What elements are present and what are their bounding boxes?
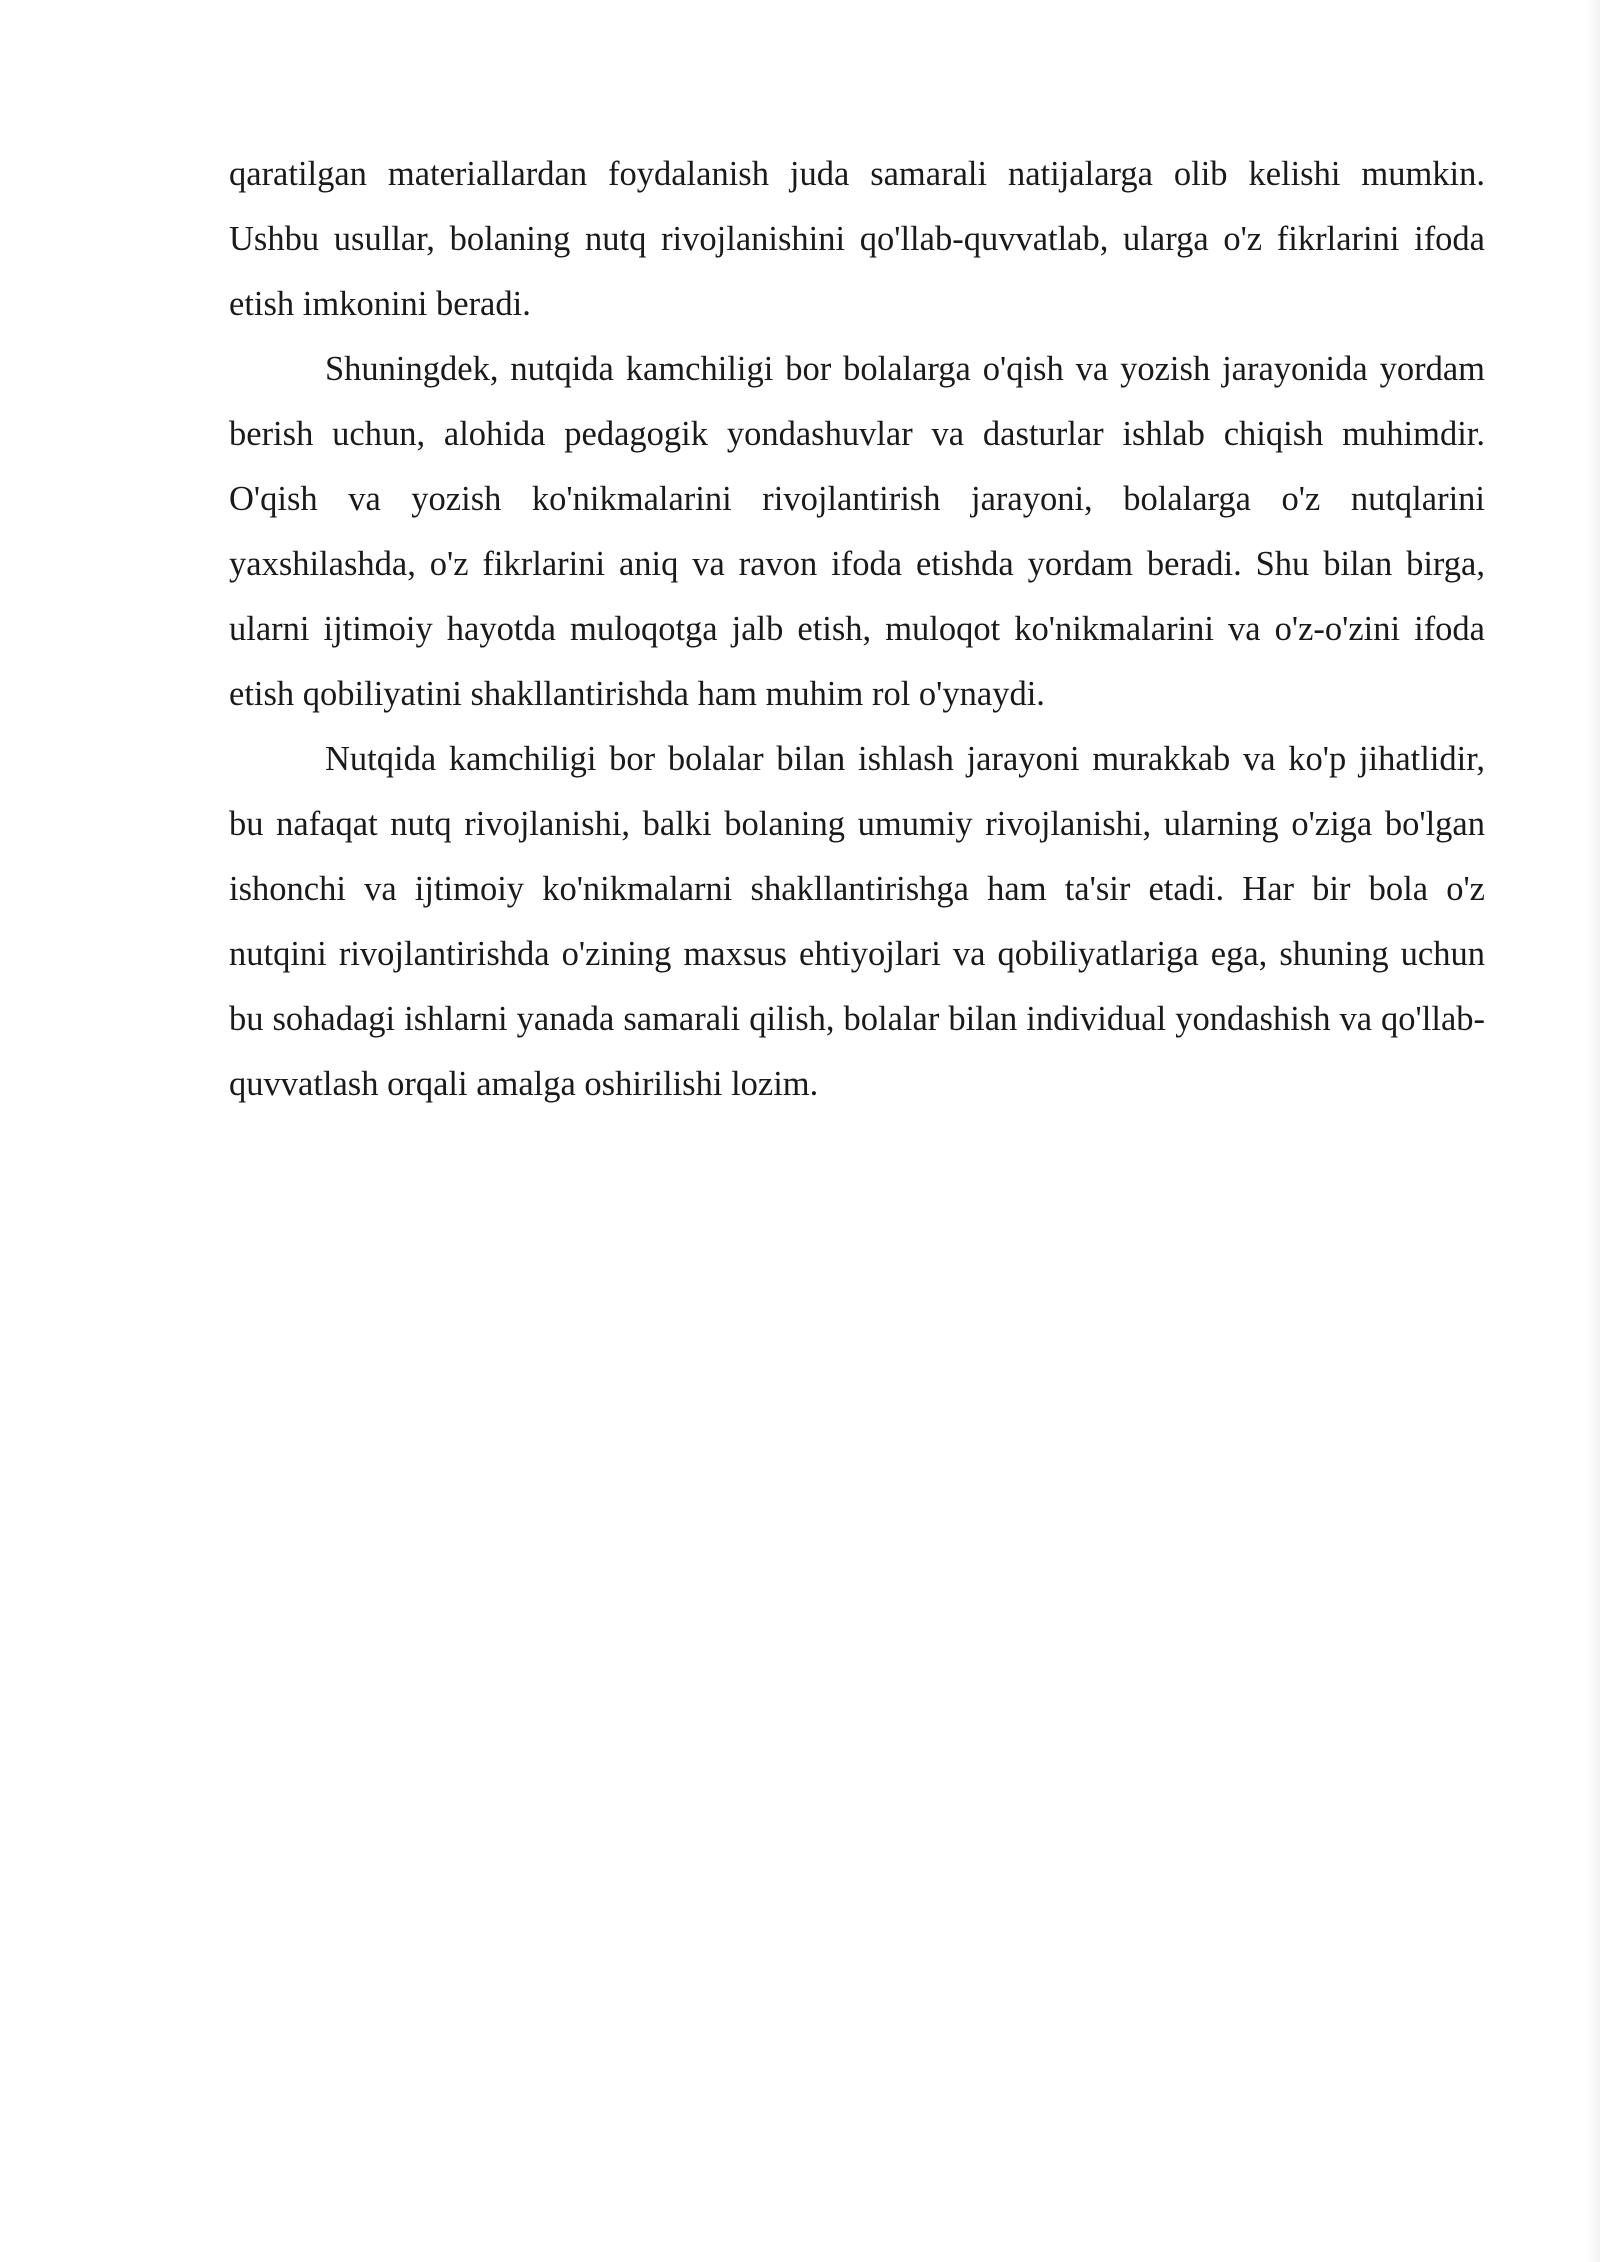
paragraph-continuation: qaratilgan materiallardan foydalanish juda samarali natijalarga olib kelishi mumkin. Ushbu usullar, bolaning nutq rivojlanishini qo'llab-quvvatlab, ularga o'z fikrlarini ifoda etish imkonini beradi. xyxy=(229,155,1485,323)
paragraph: Nutqida kamchiligi bor bolalar bilan ishlash jarayoni murakkab va ko'p jihatlidir, bu nafaqat nutq rivojlanishi, balki bolaning umumiy rivojlanishi, ularning o'ziga bo'lgan ishonchi va ijtimoiy ko'nikmalarni shakllantirishga ham ta'sir etadi. Har bir bola o'z nutqini rivojlantirishda o'zining maxsus ehtiyojlari va qobiliyatlariga ega, shuning uchun bu sohadagi ishlarni yanada samarali qilish, bolalar bilan individual yondashish va qo'llab-quvvatlash orqali amalga oshirilishi lozim. xyxy=(229,740,1485,1103)
page-edge-shadow xyxy=(1586,0,1600,2262)
document-body xyxy=(229,142,1485,1117)
paragraph: Shuningdek, nutqida kamchiligi bor bolalarga o'qish va yozish jarayonida yordam berish uchun, alohida pedagogik yondashuvlar va dasturlar ishlab chiqish muhimdir. O'qish va yozish ko'nikmalarini rivojlantirish jarayoni, bolalarga o'z nutqlarini yaxshilashda, o'z fikrlarini aniq va ravon ifoda etishda yordam beradi. Shu bilan birga, ularni ijtimoiy hayotda muloqotga jalb etish, muloqot ko'nikmalarini va o'z-o'zini ifoda etish qobiliyatini shakllantirishda ham muhim rol o'ynaydi. xyxy=(229,350,1485,713)
